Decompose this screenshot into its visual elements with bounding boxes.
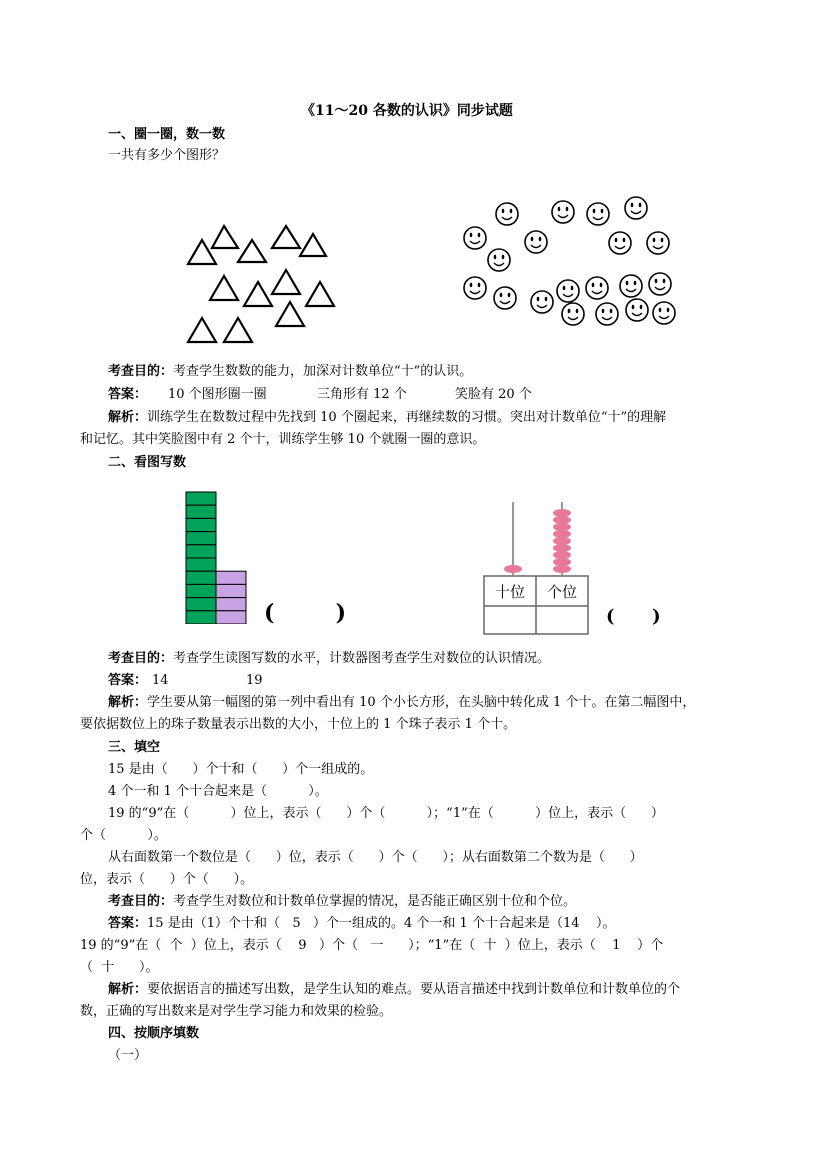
smiley-face (531, 291, 553, 313)
triangle (188, 240, 216, 264)
s3-q1: 15 是由（ ）个十和（ ）个一组成的。 (108, 762, 374, 777)
purpose-label: 考查目的： (108, 651, 174, 666)
s3-purpose (108, 893, 576, 911)
analysis-label: 解析： (108, 695, 148, 710)
smiley-faces-figure (455, 190, 685, 335)
ten-block-unit (186, 571, 216, 584)
ones-bead (553, 551, 571, 559)
ones-bead (553, 565, 571, 573)
analysis-text: 训练学生在数数过程中先找到 10 个圈起来，再继续数的习惯。突出对计数单位“十”的理解 (147, 410, 667, 425)
ones-bead (553, 544, 571, 552)
triangles-figure (180, 218, 340, 348)
one-block-unit (216, 598, 246, 611)
s1-answer-3: 笑脸有 20 个 (455, 387, 532, 402)
triangle (224, 318, 252, 342)
s2-answer (108, 672, 147, 690)
one-block-unit (216, 571, 246, 584)
ones-label: 个位 (546, 583, 578, 601)
smiley-face (653, 302, 675, 324)
ones-bead (553, 530, 571, 538)
ten-block-unit (186, 545, 216, 558)
smiley-face (464, 277, 486, 299)
ones-bead (553, 558, 571, 566)
smiley-face (647, 232, 669, 254)
section-4-heading: 四、按顺序填数 (108, 1026, 200, 1041)
answer-label: 答案： (108, 387, 148, 402)
ten-block-unit (186, 532, 216, 545)
smiley-face (494, 287, 516, 309)
smiley-face (586, 277, 608, 299)
triangle (272, 226, 300, 248)
tens-ones-blocks-figure (184, 490, 254, 624)
ten-block-unit (186, 518, 216, 531)
section-4-sub: （一） (108, 1048, 148, 1063)
smiley-face (625, 197, 647, 219)
triangle (188, 318, 216, 342)
smiley-face (596, 303, 618, 325)
ten-block-unit (186, 611, 216, 624)
smiley-face (620, 275, 642, 297)
smiley-face (552, 201, 574, 223)
triangle (306, 282, 334, 306)
smiley-face (496, 203, 518, 225)
section-1-heading: 一、圈一圈，数一数 (108, 127, 226, 142)
s3-answer (108, 915, 616, 933)
ten-block-unit (186, 584, 216, 597)
smiley-face (488, 249, 510, 271)
ones-bead (553, 523, 571, 531)
purpose-label: 考查目的： (108, 894, 174, 909)
s3-q4: 从右面数第一个数位是（ ）位，表示（ ）个（ ）；从右面数第二个数为是（ ） (108, 850, 643, 865)
s2-analysis (108, 694, 695, 712)
analysis-label: 解析： (108, 410, 148, 425)
triangle (300, 234, 326, 256)
page-title: 《11～20 各数的认识》同步试题 (301, 103, 513, 119)
triangle (210, 276, 238, 300)
ten-block-unit (186, 492, 216, 505)
tens-label: 十位 (494, 583, 526, 601)
ten-block-unit (186, 505, 216, 518)
one-block-unit (216, 584, 246, 597)
blank-answer-2: ( ) (606, 606, 661, 627)
blank-answer-1: ( ) (264, 600, 347, 626)
purpose-label: 考查目的： (108, 364, 174, 379)
s1-analysis (108, 409, 666, 427)
s3-answer-line2: 19 的“9”在（ 个 ）位上，表示（ 9 ）个（ 一 ）；“1”在（ 十 ）位上，表示（ 1 ）个 (80, 938, 664, 953)
section-1-question: 一共有多少个图形？ (108, 148, 226, 163)
ten-block-unit (186, 558, 216, 571)
purpose-text: 考查学生读图写数的水平，计数器图考查学生对数位的认识情况。 (173, 651, 551, 666)
s3-q3: 19 的“9”在（ ）位上，表示（ ）个（ ）；“1”在（ ）位上，表示（ ） (108, 806, 664, 821)
answer-label: 答案： (108, 916, 148, 931)
ones-bead (553, 537, 571, 545)
s1-purpose (108, 363, 472, 381)
triangle (244, 282, 272, 306)
smiley-face (525, 231, 547, 253)
s2-answer-1: 14 (152, 673, 169, 688)
analysis-label: 解析： (108, 982, 148, 997)
triangle (276, 302, 304, 326)
purpose-text: 考查学生数数的能力，加深对计数单位“十”的认识。 (173, 364, 473, 379)
s3-q3-line2: 个（ ）。 (80, 828, 167, 843)
s1-answer (108, 386, 147, 404)
triangle (272, 270, 300, 294)
smiley-face (626, 299, 648, 321)
answer-label: 答案： (108, 673, 148, 688)
s3-q2: 4 个一和 1 个十合起来是（ ）。 (108, 784, 328, 799)
smiley-face (557, 280, 579, 302)
s3-q4-line2: 位，表示（ ）个（ ）。 (80, 872, 254, 887)
smiley-face (609, 232, 631, 254)
smiley-face (464, 227, 486, 249)
tens-bead (504, 565, 522, 573)
smiley-face (649, 273, 671, 295)
section-2-heading: 二、看图写数 (108, 455, 187, 470)
analysis-text: 学生要从第一幅图的第一列中看出有 10 个小长方形，在头脑中转化成 1 个十。在第二幅图中， (147, 695, 696, 710)
s3-analysis-line2: 数，正确的写出数来是对学生学习能力和效果的检验。 (80, 1004, 393, 1019)
section-3-heading: 三、填空 (108, 740, 161, 755)
s2-analysis-line2: 要依据数位上的珠子数量表示出数的大小，十位上的 1 个珠子表示 1 个十。 (80, 717, 517, 732)
s2-purpose (108, 650, 550, 668)
smiley-face (562, 303, 584, 325)
answer-text: 15 是由（1）个十和（ 5 ）个一组成的。4 个一和 1 个十合起来是（14 ）。 (147, 916, 616, 931)
ones-bead (553, 509, 571, 517)
analysis-text: 要依据语言的描述写出数，是学生认知的难点。要从语言描述中找到计数单位和计数单位的个 (147, 982, 681, 997)
s2-answer-2: 19 (246, 673, 263, 688)
abacus-figure (482, 500, 592, 636)
triangle (212, 226, 238, 248)
purpose-text: 考查学生对数位和计数单位掌握的情况，是否能正确区别十位和个位。 (173, 894, 577, 909)
s1-answer-2: 三角形有 12 个 (317, 387, 407, 402)
ones-bead (553, 516, 571, 524)
s1-answer-1: 10 个图形圈一圈 (168, 387, 267, 402)
s3-analysis (108, 981, 680, 999)
s1-analysis-line2: 和记忆。其中笑脸图中有 2 个十，训练学生够 10 个就圈一圈的意识。 (80, 432, 486, 447)
smiley-face (587, 203, 609, 225)
s3-answer-line3: （ 十 ）。 (80, 960, 159, 975)
ten-block-unit (186, 598, 216, 611)
triangle (238, 240, 266, 262)
one-block-unit (216, 611, 246, 624)
